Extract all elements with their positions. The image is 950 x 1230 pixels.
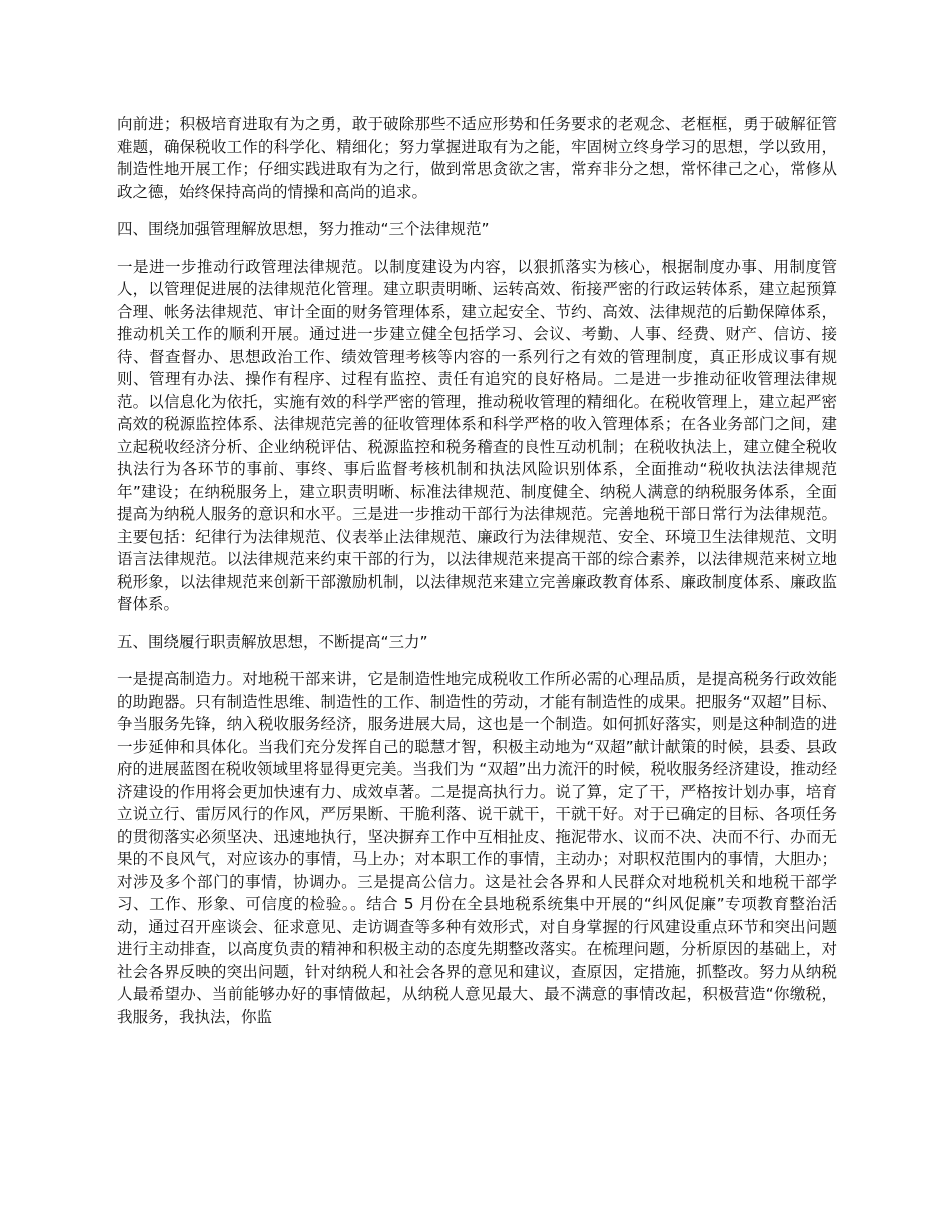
section-heading-5: 五、围绕履行职责解放思想，不断提高“三力” [117,632,428,651]
paragraph-section-5-body: 一是提高制造力。对地税干部来讲，它是制造性地完成税收工作所必需的心理品质，是提高税务行政效能的助跑器。只有制造性思维、制造性的工作、制造性的劳动，才能有制造性的成果。把服务“双超”目标、争当服务先锋，纳入税收服务经济，服务进展大局，这也是一个制造。如何抓好落实，则是这种制造的进一步延伸和具体化。当我们充分发挥自己的聪慧才智，积极主动地为“双超”献计献策的时候，县委、县政府的进展蓝图在税收领域里将显得更完美。当我们为 “双超”出力流汗的时候，税收服务经济建设，推动经济建设的作用将会更加快速有力、成效卓著。二是提高执行力。说了算，定了干，严格按计划办事，培育立说立行、雷厉风行的作风，严厉果断、干脆利落、说干就干，干就干好。对于已确定的目标、各项任务的贯彻落实必须坚决、迅速地执行，坚决摒弃工作中互相扯皮、拖泥带水、议而不决、决而不行、办而无果的不良风气，对应该办的事情，马上办；对本职工作的事情，主动办；对职权范围内的事情，大胆办；对涉及多个部门的事情，协调办。三是提高公信力。这是社会各界和人民群众对地税机关和地税干部学习、工作、形象、可信度的检验。。结合 5 月份在全县地税系统集中开展的“纠风促廉”专项教育整治活动，通过召开座谈会、征求意见、走访调查等多种有效形式，对自身掌握的行风建设重点环节和突出问题进行主动排查，以高度负责的精神和积极主动的态度先期整改落实。在梳理问题，分析原因的基础上，对社会各界反映的突出问题，针对纳税人和社会各界的意见和建议，查原因，定措施，抓整改。努力从纳税人最希望办、当前能够办好的事情做起，从纳税人意见最大、最不满意的事情改起，积极营造“你缴税，我服务，我执法，你监 [117,670,837,1026]
section-heading-4: 四、围绕加强管理解放思想，努力推动“三个法律规范” [117,220,490,238]
document-page [117,113,837,1043]
paragraph-intro: 向前进；积极培育进取有为之勇，敢于破除那些不适应形势和任务要求的老观念、老框框，勇于破解征管难题，确保税收工作的科学化、精细化；努力掌握进取有为之能，牢固树立终身学习的思想，学以致用，制造性地开展工作；仔细实践进取有为之行，做到常思贪欲之害，常弃非分之想，常怀律己之心，常修从政之德，始终保持高尚的情操和高尚的追求。 [117,115,837,201]
paragraph-section-4-body: 一是进一步推动行政管理法律规范。以制度建设为内容，以狠抓落实为核心，根据制度办事、用制度管人，以管理促进展的法律规范化管理。建立职责明晰、运转高效、衔接严密的行政运转体系，建立起预算合理、帐务法律规范、审计全面的财务管理体系，建立起安全、节约、高效、法律规范的后勤保障体系，推动机关工作的顺利开展。通过进一步建立健全包括学习、会议、考勤、人事、经费、财产、信访、接待、督查督办、思想政治工作、绩效管理考核等内容的一系列行之有效的管理制度，真正形成议事有规则、管理有办法、操作有程序、过程有监控、责任有追究的良好格局。二是进一步推动征收管理法律规范。以信息化为依托，实施有效的科学严密的管理，推动税收管理的精细化。在税收管理上，建立起严密高效的税源监控体系、法律规范完善的征收管理体系和科学严格的收入管理体系；在各业务部门之间，建立起税收经济分析、企业纳税评估、税源监控和税务稽查的良性互动机制；在税收执法上，建立健全税收执法行为各环节的事前、事终、事后监督考核机制和执法风险识别体系，全面推动“税收执法法律规范年”建设；在纳税服务上，建立职责明晰、标准法律规范、制度健全、纳税人满意的纳税服务体系，全面提高为纳税人服务的意识和水平。三是进一步推动干部行为法律规范。完善地税干部日常行为法律规范。主要包括：纪律行为法律规范、仪表举止法律规范、廉政行为法律规范、安全、环境卫生法律规范、文明语言法律规范。以法律规范来约束干部的行为，以法律规范来提高干部的综合素养，以法律规范来树立地税形象，以法律规范来创新干部激励机制，以法律规范来建立完善廉政教育体系、廉政制度体系、廉政监督体系。 [117,257,837,613]
